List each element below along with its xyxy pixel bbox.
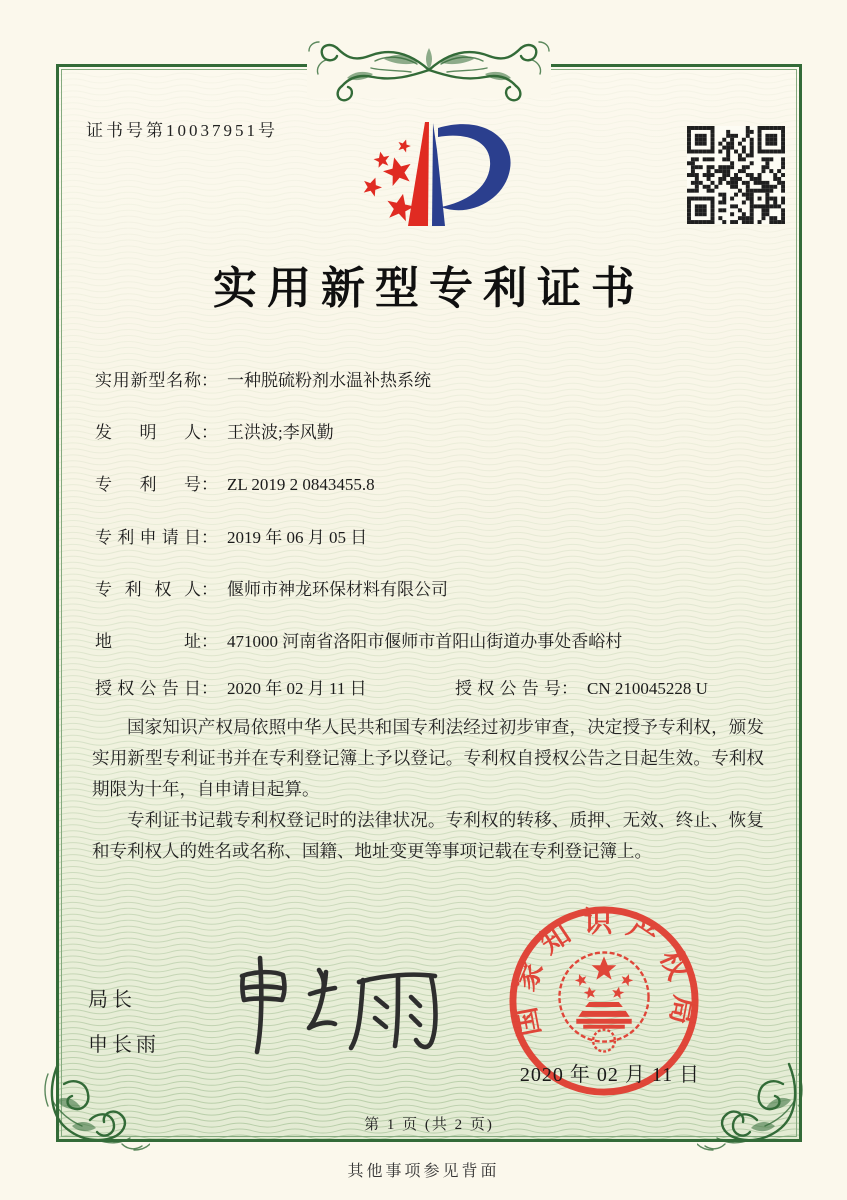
field-label: 地址 — [95, 632, 201, 651]
colon: ： — [201, 528, 218, 547]
corner-flourish-left — [38, 1056, 150, 1158]
grant-date-field — [95, 679, 367, 698]
seal-date: 2020 年 02 月 11 日 — [519, 1064, 701, 1086]
colon: ： — [201, 632, 218, 651]
field-value: 一种脱硫粉剂水温补热系统 — [227, 371, 431, 390]
field-value: 王洪波;李风勤 — [227, 423, 334, 442]
colon: ： — [201, 580, 218, 599]
field-address — [95, 627, 622, 652]
seal-ring-text: 国家知识产权局 — [507, 906, 701, 1039]
colon: ： — [201, 679, 218, 698]
national-emblem — [559, 952, 648, 1051]
cnipa-logo-icon — [338, 108, 528, 240]
legal-paragraph-2: 专利证书记载专利权登记时的法律状况。专利权的转移、质押、无效、终止、恢复和专利权人的姓名或名称、国籍、地址变更等事项记载在专利登记簿上。 — [92, 810, 764, 861]
legal-paragraph-1: 国家知识产权局依照中华人民共和国专利法经过初步审查，决定授予专利权，颁发实用新型专利证书并在专利登记簿上予以登记。专利权自授权公告之日起生效。专利权期限为十年，自申请日起算。 — [92, 717, 764, 799]
field-label: 授权公告日 — [95, 679, 201, 698]
field-filing-date — [95, 523, 367, 548]
grant-number-field — [455, 674, 708, 699]
back-note: 其他事项参见背面 — [347, 1163, 500, 1180]
field-inventors — [95, 418, 334, 443]
signature-icon — [222, 942, 457, 1060]
page-number: 第 1 页 (共 2 页) — [364, 1117, 494, 1133]
field-value: CN 210045228 U — [587, 679, 708, 698]
certificate-title: 实用新型专利证书 — [213, 264, 645, 313]
field-label: 授权公告号 — [455, 679, 561, 698]
qr-code — [687, 126, 785, 224]
field-label: 实用新型名称 — [95, 371, 201, 390]
field-value: 2019 年 06 月 05 日 — [227, 528, 368, 547]
certificate-number: 证书号第10037951号 — [86, 121, 278, 140]
field-label: 专利权人 — [95, 580, 201, 599]
field-grant-row — [95, 674, 708, 699]
field-label: 专利号 — [95, 475, 201, 494]
field-patent-number — [95, 470, 375, 495]
official-name: 申长雨 — [88, 1034, 160, 1056]
field-value: 2020 年 02 月 11 日 — [227, 679, 367, 698]
colon: ： — [201, 475, 218, 494]
field-value: 471000 河南省洛阳市偃师市首阳山街道办事处香峪村 — [227, 632, 623, 651]
colon: ： — [561, 679, 578, 698]
official-title: 局长 — [88, 989, 136, 1011]
colon: ： — [201, 423, 218, 442]
field-utility-model-name — [95, 366, 431, 391]
dragon-ornament — [289, 26, 569, 104]
field-label: 发明人 — [95, 423, 201, 442]
colon: ： — [201, 371, 218, 390]
field-value: 偃师市神龙环保材料有限公司 — [227, 580, 448, 599]
field-value: ZL 2019 2 0843455.8 — [227, 475, 375, 494]
field-patentee — [95, 575, 448, 600]
field-label: 专利申请日 — [95, 528, 201, 547]
legal-text — [92, 712, 764, 867]
